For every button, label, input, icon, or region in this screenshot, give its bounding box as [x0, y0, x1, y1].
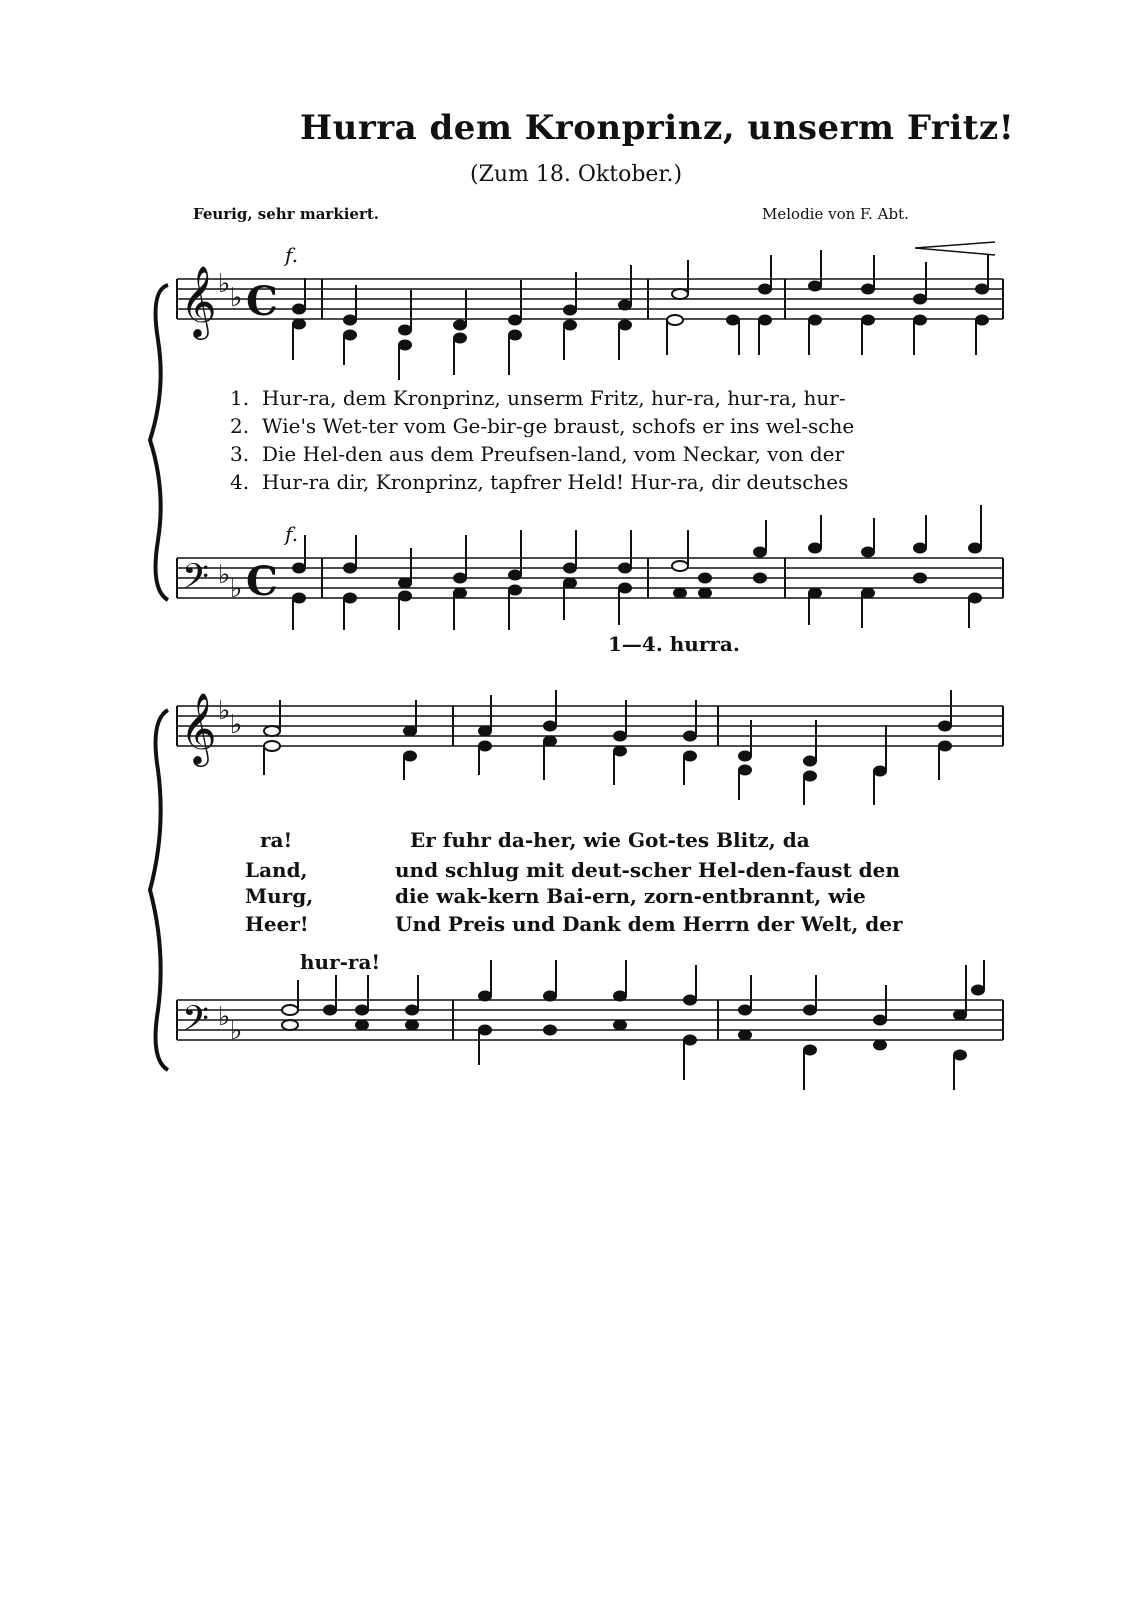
bass-clef: 𝄢	[182, 998, 210, 1047]
svg-text:C: C	[246, 558, 278, 605]
verse-start: Murg,	[245, 884, 314, 908]
treble-notes	[293, 250, 988, 380]
verse-number: 4.	[230, 470, 250, 494]
tempo-marking: Feurig, sehr markiert.	[193, 205, 380, 223]
verse-text: Wie's Wet-ter vom Ge-bir-ge braust, schofs er ins wel-sche	[262, 414, 855, 438]
verse-text: Er fuhr da-her, wie Got-tes Blitz, da	[410, 828, 810, 852]
svg-text:♭: ♭	[218, 1002, 231, 1032]
verse-number: 3.	[230, 442, 250, 466]
treble-staff	[177, 706, 1003, 746]
dynamic-forte: f.	[285, 243, 299, 267]
system-brace	[150, 710, 168, 1070]
decrescendo-hairpin	[915, 242, 995, 255]
svg-text:♭: ♭	[230, 283, 243, 313]
svg-text:♭: ♭	[218, 269, 231, 299]
svg-text:♭: ♭	[230, 574, 243, 604]
verse-text: Die Hel-den aus dem Preufsen-land, vom Neckar, von der	[262, 442, 845, 466]
treble-clef: 𝄞	[180, 691, 217, 764]
verse-text: Hur-ra, dem Kronprinz, unserm Fritz, hur-ra, hur-ra, hur-	[262, 386, 846, 410]
verse-number: 2.	[230, 414, 250, 438]
svg-text:♭: ♭	[230, 1016, 243, 1046]
verse-text: die wak-kern Bai-ern, zorn-entbrannt, wie	[395, 884, 866, 908]
system-brace	[150, 285, 168, 600]
svg-text:♭: ♭	[218, 560, 231, 590]
subtitle: (Zum 18. Oktober.)	[470, 162, 683, 187]
verse-start: Land,	[245, 858, 308, 882]
verse-start: ra!	[260, 828, 293, 852]
svg-text:♭: ♭	[218, 696, 231, 726]
verse-number: 1.	[230, 386, 250, 410]
treble-clef: 𝄞	[180, 264, 217, 337]
dynamic-forte-bass: f.	[285, 522, 299, 546]
svg-text:♭: ♭	[230, 710, 243, 740]
composer-credit: Melodie von F. Abt.	[762, 205, 909, 223]
verse-start: Heer!	[245, 912, 309, 936]
bass-notes	[282, 960, 984, 1090]
page-title: Hurra dem Kronprinz, unserm Fritz!	[300, 108, 1015, 148]
key-signature	[218, 696, 242, 1046]
bass-clef: 𝄢	[182, 556, 210, 605]
verse-text: Und Preis und Dank dem Herrn der Welt, der	[395, 912, 903, 936]
treble-notes	[264, 690, 951, 805]
verse-text: Hur-ra dir, Kronprinz, tapfrer Held! Hur-ra, dir deutsches	[262, 470, 849, 494]
verse-text: und schlug mit deut-scher Hel-den-faust den	[395, 858, 900, 882]
svg-text:C: C	[246, 278, 278, 325]
bass-lyric: hur-ra!	[300, 950, 381, 974]
refrain-label: 1—4. hurra.	[608, 632, 740, 656]
